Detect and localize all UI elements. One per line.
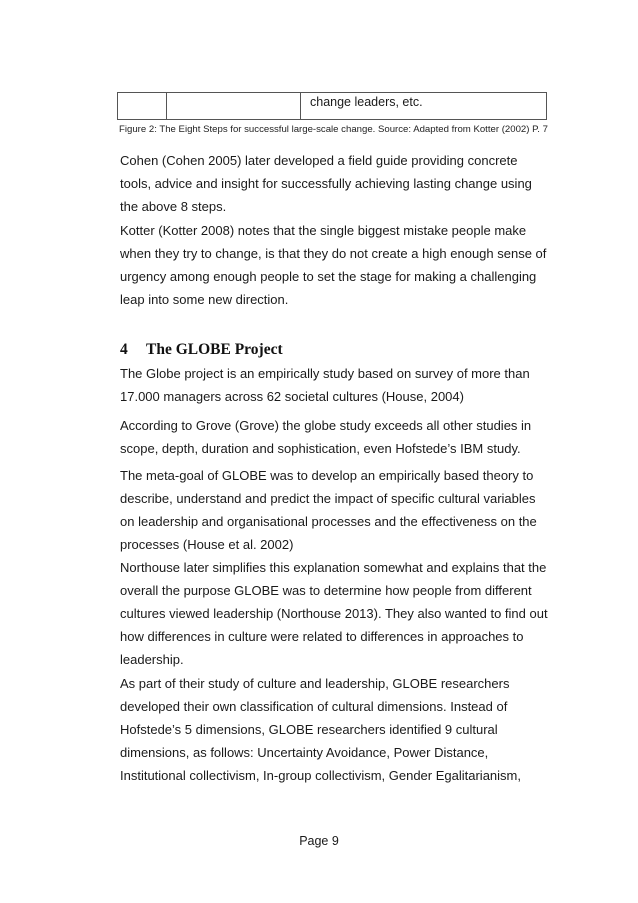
table-cell-empty-2 (167, 93, 301, 119)
table-cell-empty-1 (118, 93, 167, 119)
table-fragment (117, 92, 547, 120)
paragraph-grove: According to Grove (Grove) the globe study exceeds all other studies in scope, depth, duration and sophistication, even Hofstede’s IBM study. (120, 418, 532, 456)
table-cell-text: change leaders, etc. (310, 95, 423, 109)
paragraph-cohen: Cohen (Cohen 2005) later developed a field guide providing concrete tools, advice and insight for successfully achieving lasting change using the above 8 steps. (120, 153, 532, 214)
section-heading (120, 341, 283, 359)
section-number: 4 (120, 341, 128, 358)
paragraph-northouse: Northouse later simplifies this explanation somewhat and explains that the overall the purpose GLOBE was to determine how people from different cultures viewed leadership (Northouse 2013). They also wanted to find out how differences in culture were related to differences in approaches to leadership. (120, 560, 548, 667)
paragraph-dimensions: As part of their study of culture and leadership, GLOBE researchers developed their own classification of cultural dimensions. Instead of Hofstede’s 5 dimensions, GLOBE researchers identified 9 cultural dimensions, as follows: Uncertainty Avoidance, Power Distance, Institutional collectivism, In-group collectivism, Gender Egalitarianism, (120, 676, 521, 783)
paragraph-meta-goal: The meta-goal of GLOBE was to develop an empirically based theory to describe, understand and predict the impact of specific cultural variables on leadership and organisational processes and the effectiveness on the processes (House et al. 2002) (120, 468, 537, 552)
page-number: Page 9 (299, 834, 339, 848)
section-title: The GLOBE Project (146, 341, 283, 358)
figure-caption: Figure 2: The Eight Steps for successful large-scale change. Source: Adapted from Kotter (2002) P. 7 (119, 124, 548, 135)
paragraph-globe-intro: The Globe project is an empirically study based on survey of more than 17.000 managers across 62 societal cultures (House, 2004) (120, 366, 530, 404)
paragraph-kotter: Kotter (Kotter 2008) notes that the single biggest mistake people make when they try to change, is that they do not create a high enough sense of urgency among enough people to set the stage for making a challenging leap into some new direction. (120, 223, 547, 307)
